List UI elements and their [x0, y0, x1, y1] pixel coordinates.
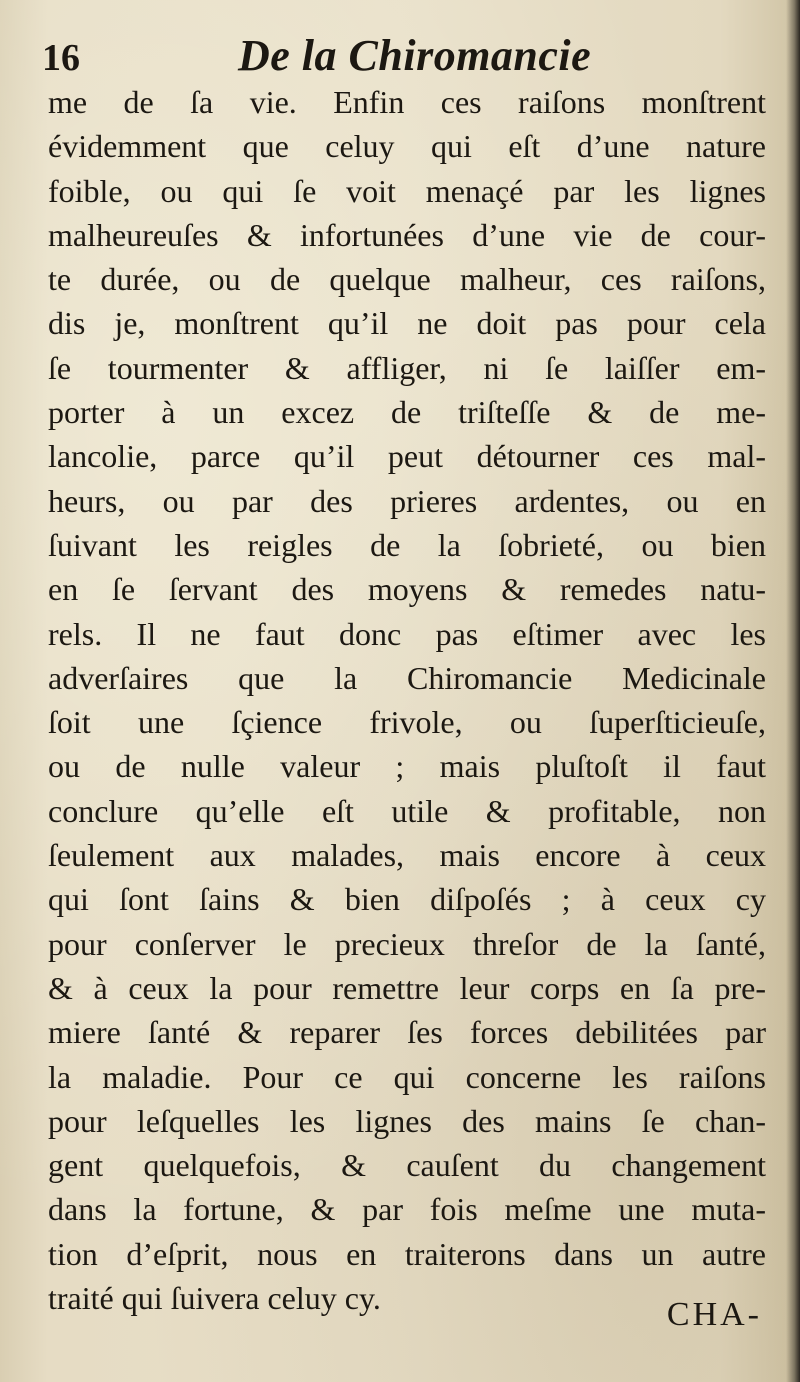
- page-header: [42, 28, 760, 88]
- text-line: ſe tourmenter & affliger, ni ſe laiſſer em-: [48, 349, 766, 386]
- page-edge-shadow: [786, 0, 800, 1382]
- text-line: conclure qu’elle eſt utile & profitable, non: [48, 792, 766, 829]
- text-line: me de ſa vie. Enfin ces raiſons monſtrent: [48, 84, 766, 120]
- text-line: évidemment que celuy qui eſt d’une nature: [48, 128, 766, 165]
- text-line: heurs, ou par des prieres ardentes, ou en: [48, 482, 766, 519]
- text-line: ou de nulle valeur ; mais pluſtoſt il faut: [48, 748, 766, 785]
- text-line: miere ſanté & reparer ſes forces debilitées par: [48, 1014, 766, 1051]
- body-text: [48, 80, 766, 1320]
- text-line: ſoit une ſçience frivole, ou ſuperſticieuſe,: [48, 704, 766, 741]
- text-line: gent quelquefois, & cauſent du changement: [48, 1147, 766, 1184]
- text-line: malheureuſes & infortunées d’une vie de cour-: [48, 216, 766, 253]
- running-head: De la Chiromancie: [238, 31, 592, 80]
- text-line: adverſaires que la Chiromancie Medicinale: [48, 659, 766, 696]
- text-line: porter à un excez de triſteſſe & de me-: [48, 394, 766, 431]
- text-line: & à ceux la pour remettre leur corps en ſa pre-: [48, 969, 766, 1006]
- text-line: tion d’eſprit, nous en traiterons dans un autre: [48, 1235, 766, 1272]
- text-line: lancolie, parce qu’il peut détourner ces mal-: [48, 438, 766, 475]
- catchword: CHA-: [666, 1296, 762, 1333]
- text-line: la maladie. Pour ce qui concerne les raiſons: [48, 1058, 766, 1095]
- text-line: pour conſerver le precieux threſor de la ſanté,: [48, 925, 766, 962]
- text-line: en ſe ſervant des moyens & remedes natu-: [48, 571, 766, 608]
- text-line: te durée, ou de quelque malheur, ces raiſons,: [48, 261, 766, 298]
- text-line: ſuivant les reigles de la ſobrieté, ou bien: [48, 526, 766, 563]
- text-line: dans la fortune, & par fois meſme une muta-: [48, 1191, 766, 1228]
- text-line-last: traité qui ſuivera celuy cy.: [48, 1280, 381, 1317]
- text-line: qui ſont ſains & bien diſpoſés ; à ceux cy: [48, 881, 766, 918]
- text-line: dis je, monſtrent qu’il ne doit pas pour cela: [48, 305, 766, 342]
- text-line: pour leſquelles les lignes des mains ſe chan-: [48, 1102, 766, 1139]
- page-number: 16: [42, 37, 80, 79]
- text-line: foible, ou qui ſe voit menaçé par les lignes: [48, 172, 766, 209]
- text-line: ſeulement aux malades, mais encore à ceux: [48, 837, 766, 874]
- text-line: rels. Il ne faut donc pas eſtimer avec les: [48, 615, 766, 652]
